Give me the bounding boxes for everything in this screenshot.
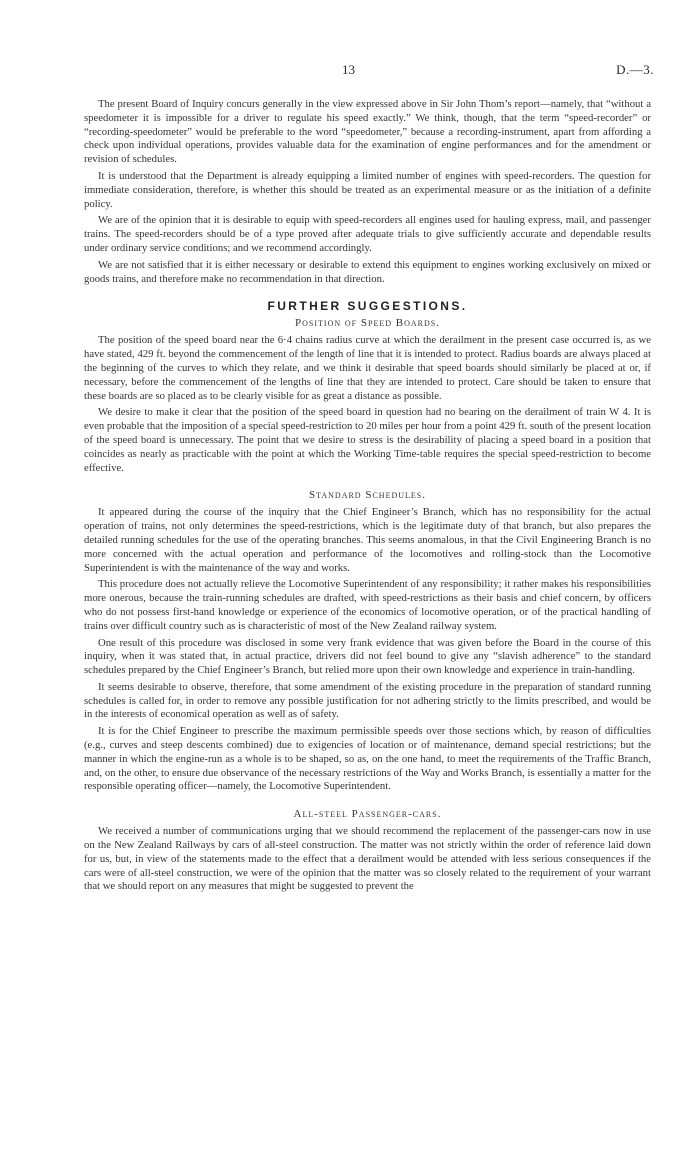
paragraph: We received a number of communications urging that we should recommend the replacement of the passenger-cars now in use on the New Zealand Railways by cars of all-steel construction. The matter was not strictly within the order of reference laid down for us, but, in view of the statements made to the effect that a derailment would be attended with less serious consequences if the cars were of all-steel construction, we were of the opinion that the matter was so closely related to the requirement of your warrant that we should report on any measures that might be suggested to prevent the [84, 825, 651, 893]
standard-schedules-section [84, 489, 651, 794]
paragraph: It seems desirable to observe, therefore, that some amendment of the existing procedure in the preparation of standard running schedules is called for, in order to remove any possible justification for not adhering strictly to the limits prescribed, and would be in the interests of economical operation as well as of safety. [84, 680, 651, 721]
speed-boards-section [84, 299, 651, 475]
paragraph: We are of the opinion that it is desirable to equip with speed-recorders all engines used for hauling express, mail, and passenger trains. The speed-recorders should be of a type proved after adequate trials to give sufficiently accurate and dependable results under ordinary service conditions; and we recommend accordingly. [84, 214, 651, 254]
document-body [84, 98, 651, 897]
document-reference: D.—3. [616, 62, 654, 77]
section-subheading: All-steel Passenger-cars. [293, 808, 442, 821]
paragraph: This procedure does not actually relieve the Locomotive Superintendent of any responsibility; it rather makes his responsibilities more onerous, because the train-running schedules are drafted, with speed-restrictions as their basis and chief concern, by officers who do not possess first-hand knowledge or experience of the economics of locomotive operation, or of the practical handling of trains over difficult country such as is characteristic of most of the New Zealand railway system. [84, 578, 651, 632]
all-steel-cars-section [84, 808, 651, 894]
paragraph: The present Board of Inquiry concurs generally in the view expressed above in Sir John Thom’s report—namely, that “without a speedometer it is impossible for a driver to regulate his speed exactly.” We think, though, that the term “speed-recorder” or “recording-speedometer” would be preferable to the word “speedometer,” because a recording-instrument, apart from affording a check upon individual operations, provides valuable data for the examination of engine performances and for the amendment or revision of schedules. [84, 98, 651, 166]
paragraph: It is for the Chief Engineer to prescribe the maximum permissible speeds over those sections which, by reason of difficulties (e.g., curves and steep descents combined) due to exigencies of location or of maintenance, demand special restrictions; but the manner in which the engine-run as a whole is to be shaped, so as, on the one hand, to meet the requirements of the Traffic Branch, and, on the other, to ensure due observance of the necessary restrictions of the Way and Works Branch, is essentially a matter for the responsible operating officer—namely, the Locomotive Superintendent. [84, 725, 651, 793]
section-heading: FURTHER SUGGESTIONS. [267, 299, 468, 314]
section-subheading: Standard Schedules. [309, 489, 426, 502]
page-number: 13 [342, 62, 355, 77]
paragraph: We are not satisfied that it is either necessary or desirable to extend this equipment to engines working exclusively on mixed or goods trains, and therefore make no recommendation in that direction. [84, 258, 651, 285]
section-subheading: Position of Speed Boards. [295, 317, 440, 330]
paragraph: It appeared during the course of the inquiry that the Chief Engineer’s Branch, which has no responsibility for the actual operation of trains, not only determines the speed-restrictions, which is the legitimate duty of that branch, but also prepares the detailed running schedules for the use of the operating branches. This seems anomalous, in that the Civil Engineering Branch is no more concerned with the actual operation and performance of the locomotives and rolling-stock than the Locomotive Superintendent is with the maintenance of the way and works. [84, 506, 651, 574]
page-header [0, 62, 700, 80]
paragraph: One result of this procedure was disclosed in some very frank evidence that was given before the Board in the course of this inquiry, when it was stated that, in actual practice, drivers did not feel bound to give any “slavish adherence” to the standard schedules prepared by the Chief Engineer’s Branch, but relied more upon their own knowledge and experience in train-handling. [84, 636, 651, 677]
speed-recorder-section [84, 98, 651, 286]
paragraph: It is understood that the Department is already equipping a limited number of engines with speed-recorders. The question for immediate consideration, therefore, is whether this should be treated as an experimental measure or as the initiation of a definite policy. [84, 169, 651, 210]
paragraph: The position of the speed board near the 6·4 chains radius curve at which the derailment in the present case occurred is, as we have stated, 429 ft. beyond the commencement of the length of line that it is intended to protect. Radius boards are always placed at the beginning of the curves to which they relate, and we think it desirable that speed boards should similarly be placed at or, if necessary, before the commencement of the lengths of line that they are intended to protect. Care should be taken to ensure that these boards are so placed as to be clearly visible for as great a distance as possible. [84, 334, 651, 402]
paragraph: We desire to make it clear that the position of the speed board in question had no bearing on the derailment of train W 4. It is even probable that the imposition of a special speed-restriction to 20 miles per hour from a point 429 ft. south of the present location of the speed board is unnecessary. The point that we desire to stress is the desirability of placing a speed board in a position that coincides as nearly as practicable with the point at which the Working Time-table requires the special speed-restriction to become effective. [84, 406, 651, 474]
